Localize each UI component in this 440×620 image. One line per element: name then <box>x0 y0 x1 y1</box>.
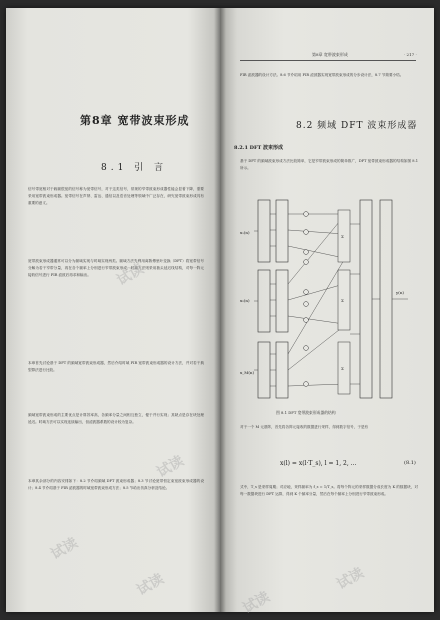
right-page <box>220 8 434 612</box>
input-label: x_M(n) <box>240 370 255 375</box>
input-label: x₂(n) <box>240 298 250 303</box>
body-text: 式中，T_s 是采样周期；对应地，采样频率为 f_s = 1/T_s。将每个阵元的采样数据分成长度为 K 的数据块，对每一数据块进行 DFT 运算，得到 K 个频率分量，然后在每个频率上分别进行窄带波束形成。 <box>240 485 418 497</box>
paragraph: 宽带波束形成器通常可以分为频域实现与时域实现两类。频域方法先利用离散傅里叶变换（DFT）将宽带信号分解为若干窄带分量，再在各个频率上分别进行窄带波束形成；时域方法则采用抽头延迟线结构，对每一阵元接收信号进行 FIR 滤波后再求和输出。 <box>28 259 204 278</box>
equation-number: (8.1) <box>404 460 416 466</box>
paragraph: 本章首先讨论基于 DFT 的频域宽带波束形成器，然后介绍时域 FIR 宽带波束形成器的设计方法，并对若干典型算法进行比较。 <box>28 361 204 373</box>
body-text: 基于 DFT 的频域波束形成方法比较简单，它是窄带波束形成的简单推广，DFT 宽带波束形成器的结构如图 8.1 所示。 <box>240 159 418 171</box>
paragraph: 信号带宽相对于载频很宽的信号称为宽带信号，对于这类信号，常规的窄带波束形成器性能会显著下降，需要采用宽带波束形成器。宽带信号在声纳、雷达、通信以及语音处理等领域中广泛存在，研究宽带波束形成具有重要的意义。 <box>28 187 204 206</box>
sum-symbol: Σ <box>341 234 344 239</box>
watermark: 试读 <box>114 260 147 289</box>
left-page <box>6 8 220 612</box>
book-spread <box>6 8 434 617</box>
running-header: 第8章 宽带波束形成 <box>312 52 348 57</box>
paragraph: 本章其余部分的内容安排如下：8.2 节介绍频域 DFT 波束形成器；8.3 节讨论宽带恒定束宽波束形成器的设计；8.4 节介绍基于 FIR 滤波器的时域宽带波束形成方法；8.5 节给出仿真分析及结论。 <box>28 479 204 491</box>
watermark: 试读 <box>334 564 367 593</box>
input-label: x₁(n) <box>240 230 250 235</box>
body-text: 对于一个 M 元基阵，首先将各阵元接收的数据进行采样，得到数字信号，于是有 <box>240 425 369 429</box>
signal-lines <box>254 214 408 386</box>
dft-beamformer-diagram <box>240 194 412 406</box>
sum-symbol: Σ <box>341 298 344 303</box>
watermark: 试读 <box>134 570 167 599</box>
figure-caption: 图 8.1 DFT 宽带波束形成器的结构 <box>276 410 336 415</box>
section-title: 8.1 引 言 <box>101 163 168 173</box>
section-title: 8.2 频域 DFT 波束形成器 <box>296 121 418 131</box>
watermark: 试读 <box>48 534 81 563</box>
paragraph: 频域宽带波束形成的主要优点是计算效率高，各频率分量之间相互独立，便于并行实现；其缺点是存在块处理延迟。时域方法可以实现连续输出，但滤波器系数的设计较为复杂。 <box>28 413 204 425</box>
subsection-title: 8.2.1 DFT 波束形成 <box>234 145 284 151</box>
header-rule <box>240 60 416 61</box>
sum-symbol: Σ <box>341 366 344 371</box>
intro-text: FIR 滤波器的设计方法。8.6 节介绍用 FIR 滤波器实现宽带波束形成的分步设计法，8.7 节简要小结。 <box>240 73 404 77</box>
equation: x(l) = x(l·T_s), l = 1, 2, … <box>280 460 357 467</box>
book-gutter <box>214 8 226 612</box>
page-number: · 217 · <box>404 52 417 57</box>
chapter-title: 第8章 宽带波束形成 <box>80 114 190 127</box>
watermark: 试读 <box>154 452 187 481</box>
channel-1-blocks <box>258 200 392 398</box>
output-label: y(n) <box>396 290 404 295</box>
watermark: 试读 <box>240 588 273 617</box>
